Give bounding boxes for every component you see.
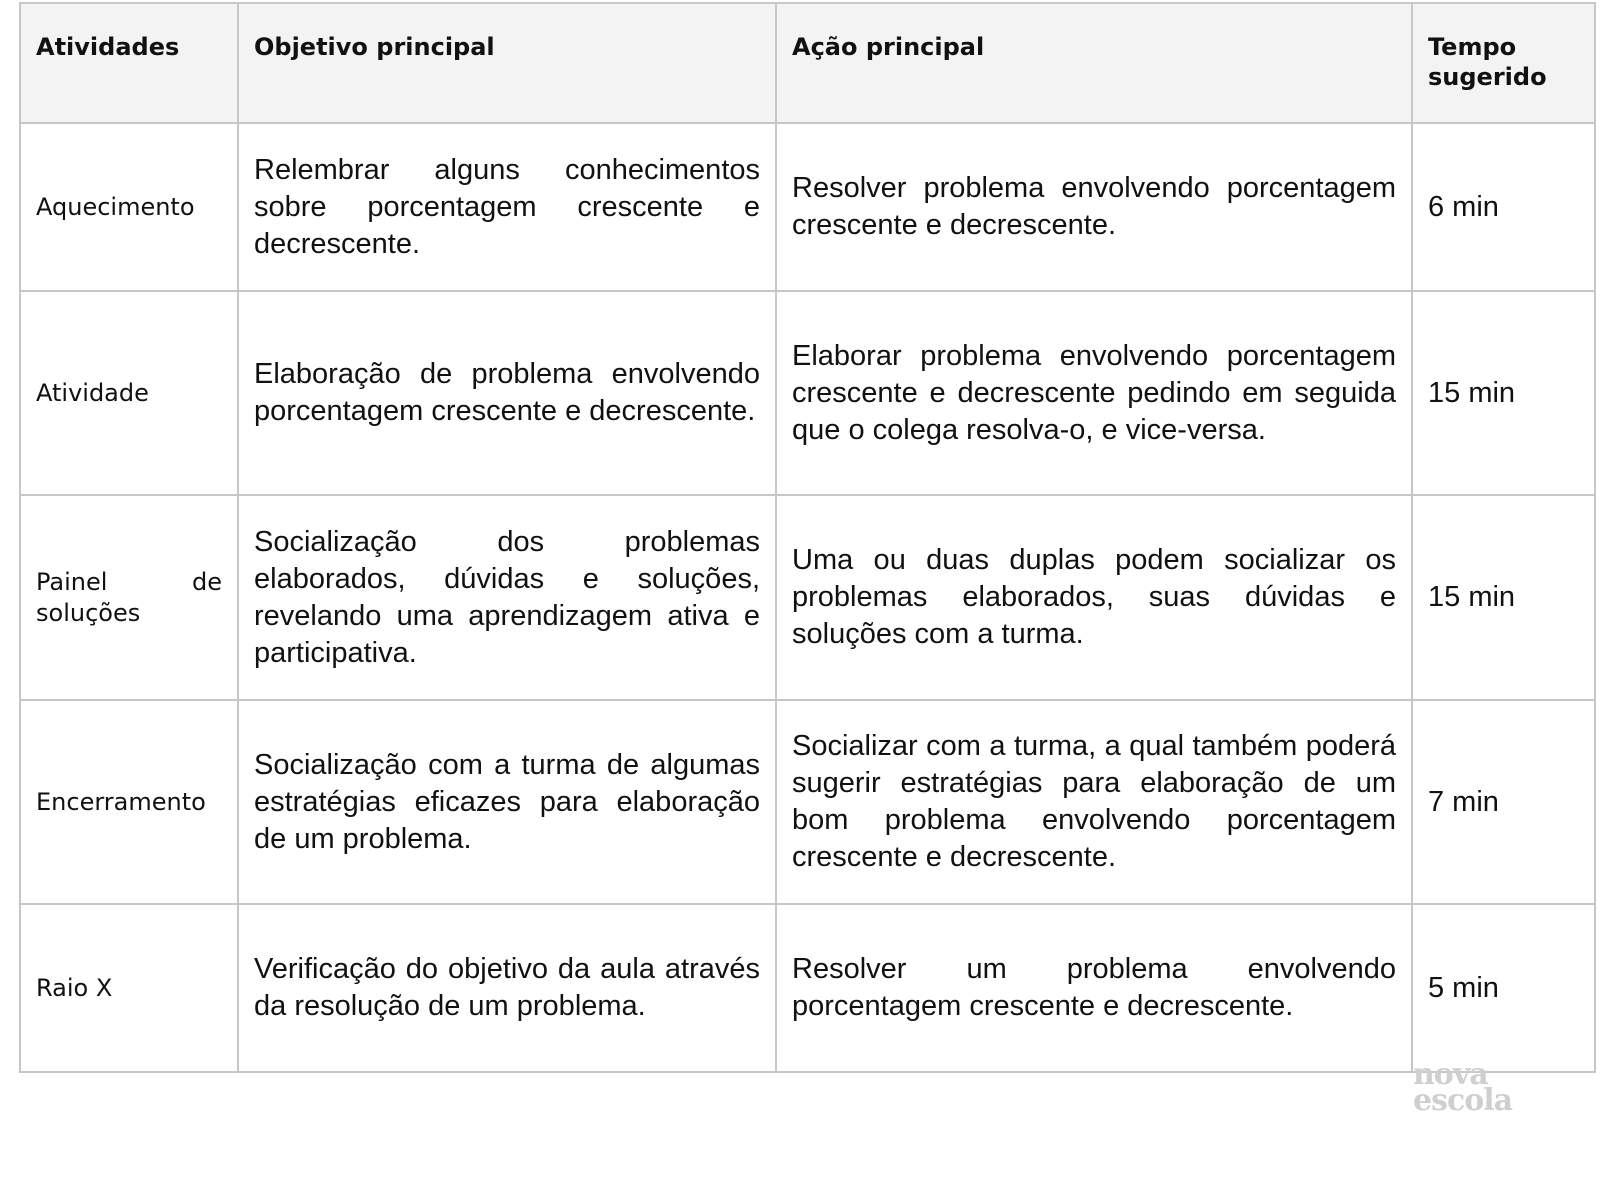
header-acao: Ação principal [776,3,1412,123]
cell-atividade: Atividade [20,291,238,495]
lesson-plan-table [19,2,1596,1073]
table-row [20,700,1595,904]
cell-objetivo: Socialização dos problemas elaborados, dúvidas e soluções, revelando uma aprendizagem ativa e participativa. [238,495,776,700]
cell-objetivo: Elaboração de problema envolvendo porcentagem crescente e decrescente. [238,291,776,495]
cell-objetivo: Verificação do objetivo da aula através da resolução de um problema. [238,904,776,1072]
cell-tempo: 5 min [1412,904,1595,1072]
table-header-row [20,3,1595,123]
cell-objetivo: Socialização com a turma de algumas estratégias eficazes para elaboração de um problema. [238,700,776,904]
cell-acao: Socializar com a turma, a qual também poderá sugerir estratégias para elaboração de um bom problema envolvendo porcentagem crescente e decrescente. [776,700,1412,904]
table-row [20,123,1595,291]
watermark-line-1: nova [1413,1057,1488,1092]
cell-atividade: Painel de soluções [20,495,238,700]
header-atividades: Atividades [20,3,238,123]
cell-tempo: 7 min [1412,700,1595,904]
cell-atividade: Encerramento [20,700,238,904]
cell-tempo: 15 min [1412,291,1595,495]
nova-escola-watermark [1413,1057,1533,1118]
cell-tempo: 15 min [1412,495,1595,700]
watermark-line-2: escola [1413,1083,1513,1118]
table-row [20,291,1595,495]
table-row [20,495,1595,700]
cell-atividade: Raio X [20,904,238,1072]
cell-acao: Elaborar problema envolvendo porcentagem crescente e decrescente pedindo em seguida que o colega resolva-o, e vice-versa. [776,291,1412,495]
cell-acao: Resolver um problema envolvendo porcentagem crescente e decrescente. [776,904,1412,1072]
header-tempo: Tempo sugerido [1412,3,1595,123]
header-objetivo: Objetivo principal [238,3,776,123]
cell-tempo: 6 min [1412,123,1595,291]
cell-atividade: Aquecimento [20,123,238,291]
cell-acao: Uma ou duas duplas podem socializar os problemas elaborados, suas dúvidas e soluções com a turma. [776,495,1412,700]
table-row [20,904,1595,1072]
cell-acao: Resolver problema envolvendo porcentagem crescente e decrescente. [776,123,1412,291]
cell-objetivo: Relembrar alguns conhecimentos sobre porcentagem crescente e decrescente. [238,123,776,291]
